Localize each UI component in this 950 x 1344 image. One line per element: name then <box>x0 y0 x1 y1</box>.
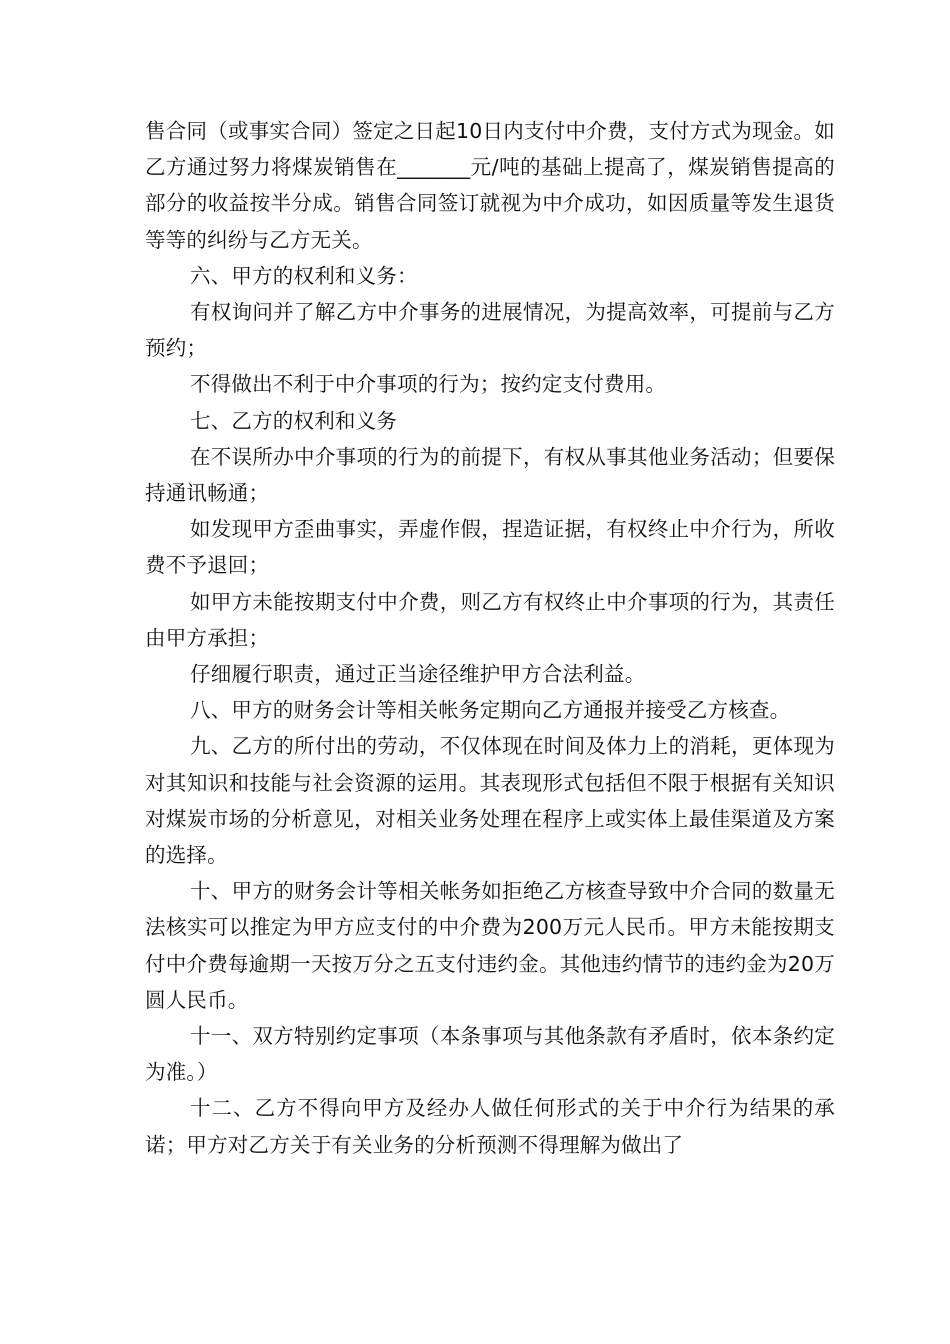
paragraph-party-b-duties: 仔细履行职责，通过正当途径维护甲方合法利益。 <box>190 662 646 687</box>
clause-twelve: 十二、乙方不得向甲方及经办人做任何形式的关于中介行为结果的承诺；甲方对乙方关于有关业务的分析预测不得理解为做出了 <box>145 1096 835 1157</box>
paragraph-party-b-other-business: 在不误所办中介事项的行为的前提下，有权从事其他业务活动；但要保持通讯畅通； <box>145 444 835 506</box>
paragraph-payment-terms: 售合同（或事实合同）签定之日起10日内支付中介费，支付方式为现金。如乙方通过努力将煤炭销售在_______元/吨的基础上提高了，煤炭销售提高的部分的收益按半分成。销售合同签订就视为中介成功，如因质量等发生退货等等的纠纷与乙方无关。 <box>145 119 835 252</box>
heading-party-a-rights: 六、甲方的权利和义务： <box>190 263 418 288</box>
heading-party-b-rights: 七、乙方的权利和义务 <box>190 408 397 433</box>
clause-nine: 九、乙方的所付出的劳动，不仅体现在时间及体力上的消耗，更体现为对其知识和技能与社会资源的运用。其表现形式包括但不限于根据有关知识对煤炭市场的分析意见，对相关业务处理在程序上或实体上最佳渠道及方案的选择。 <box>145 734 835 868</box>
paragraph-party-b-termination-fraud: 如发现甲方歪曲事实，弄虚作假，捏造证据，有权终止中介行为，所收费不予退回； <box>145 517 835 578</box>
clause-eleven: 十一、双方特别约定事项（本条事项与其他条款有矛盾时，依本条约定为准。） <box>145 1024 835 1085</box>
paragraph-party-a-obligation: 不得做出不利于中介事项的行为；按约定支付费用。 <box>190 372 667 397</box>
document-body <box>145 113 835 1163</box>
paragraph-party-a-inquiry: 有权询问并了解乙方中介事务的进展情况，为提高效率，可提前与乙方预约； <box>145 300 835 361</box>
clause-ten: 十、甲方的财务会计等相关帐务如拒绝乙方核查导致中介合同的数量无法核实可以推定为甲方应支付的中介费为200万元人民币。甲方未能按期支付中介费每逾期一天按万分之五支付违约金。其他违约情节的违约金为20万圆人民币。 <box>145 879 835 1012</box>
paragraph-party-b-termination-payment: 如甲方未能按期支付中介费，则乙方有权终止中介事项的行为，其责任由甲方承担； <box>145 589 835 650</box>
clause-eight: 八、甲方的财务会计等相关帐务定期向乙方通报并接受乙方核查。 <box>190 698 791 723</box>
